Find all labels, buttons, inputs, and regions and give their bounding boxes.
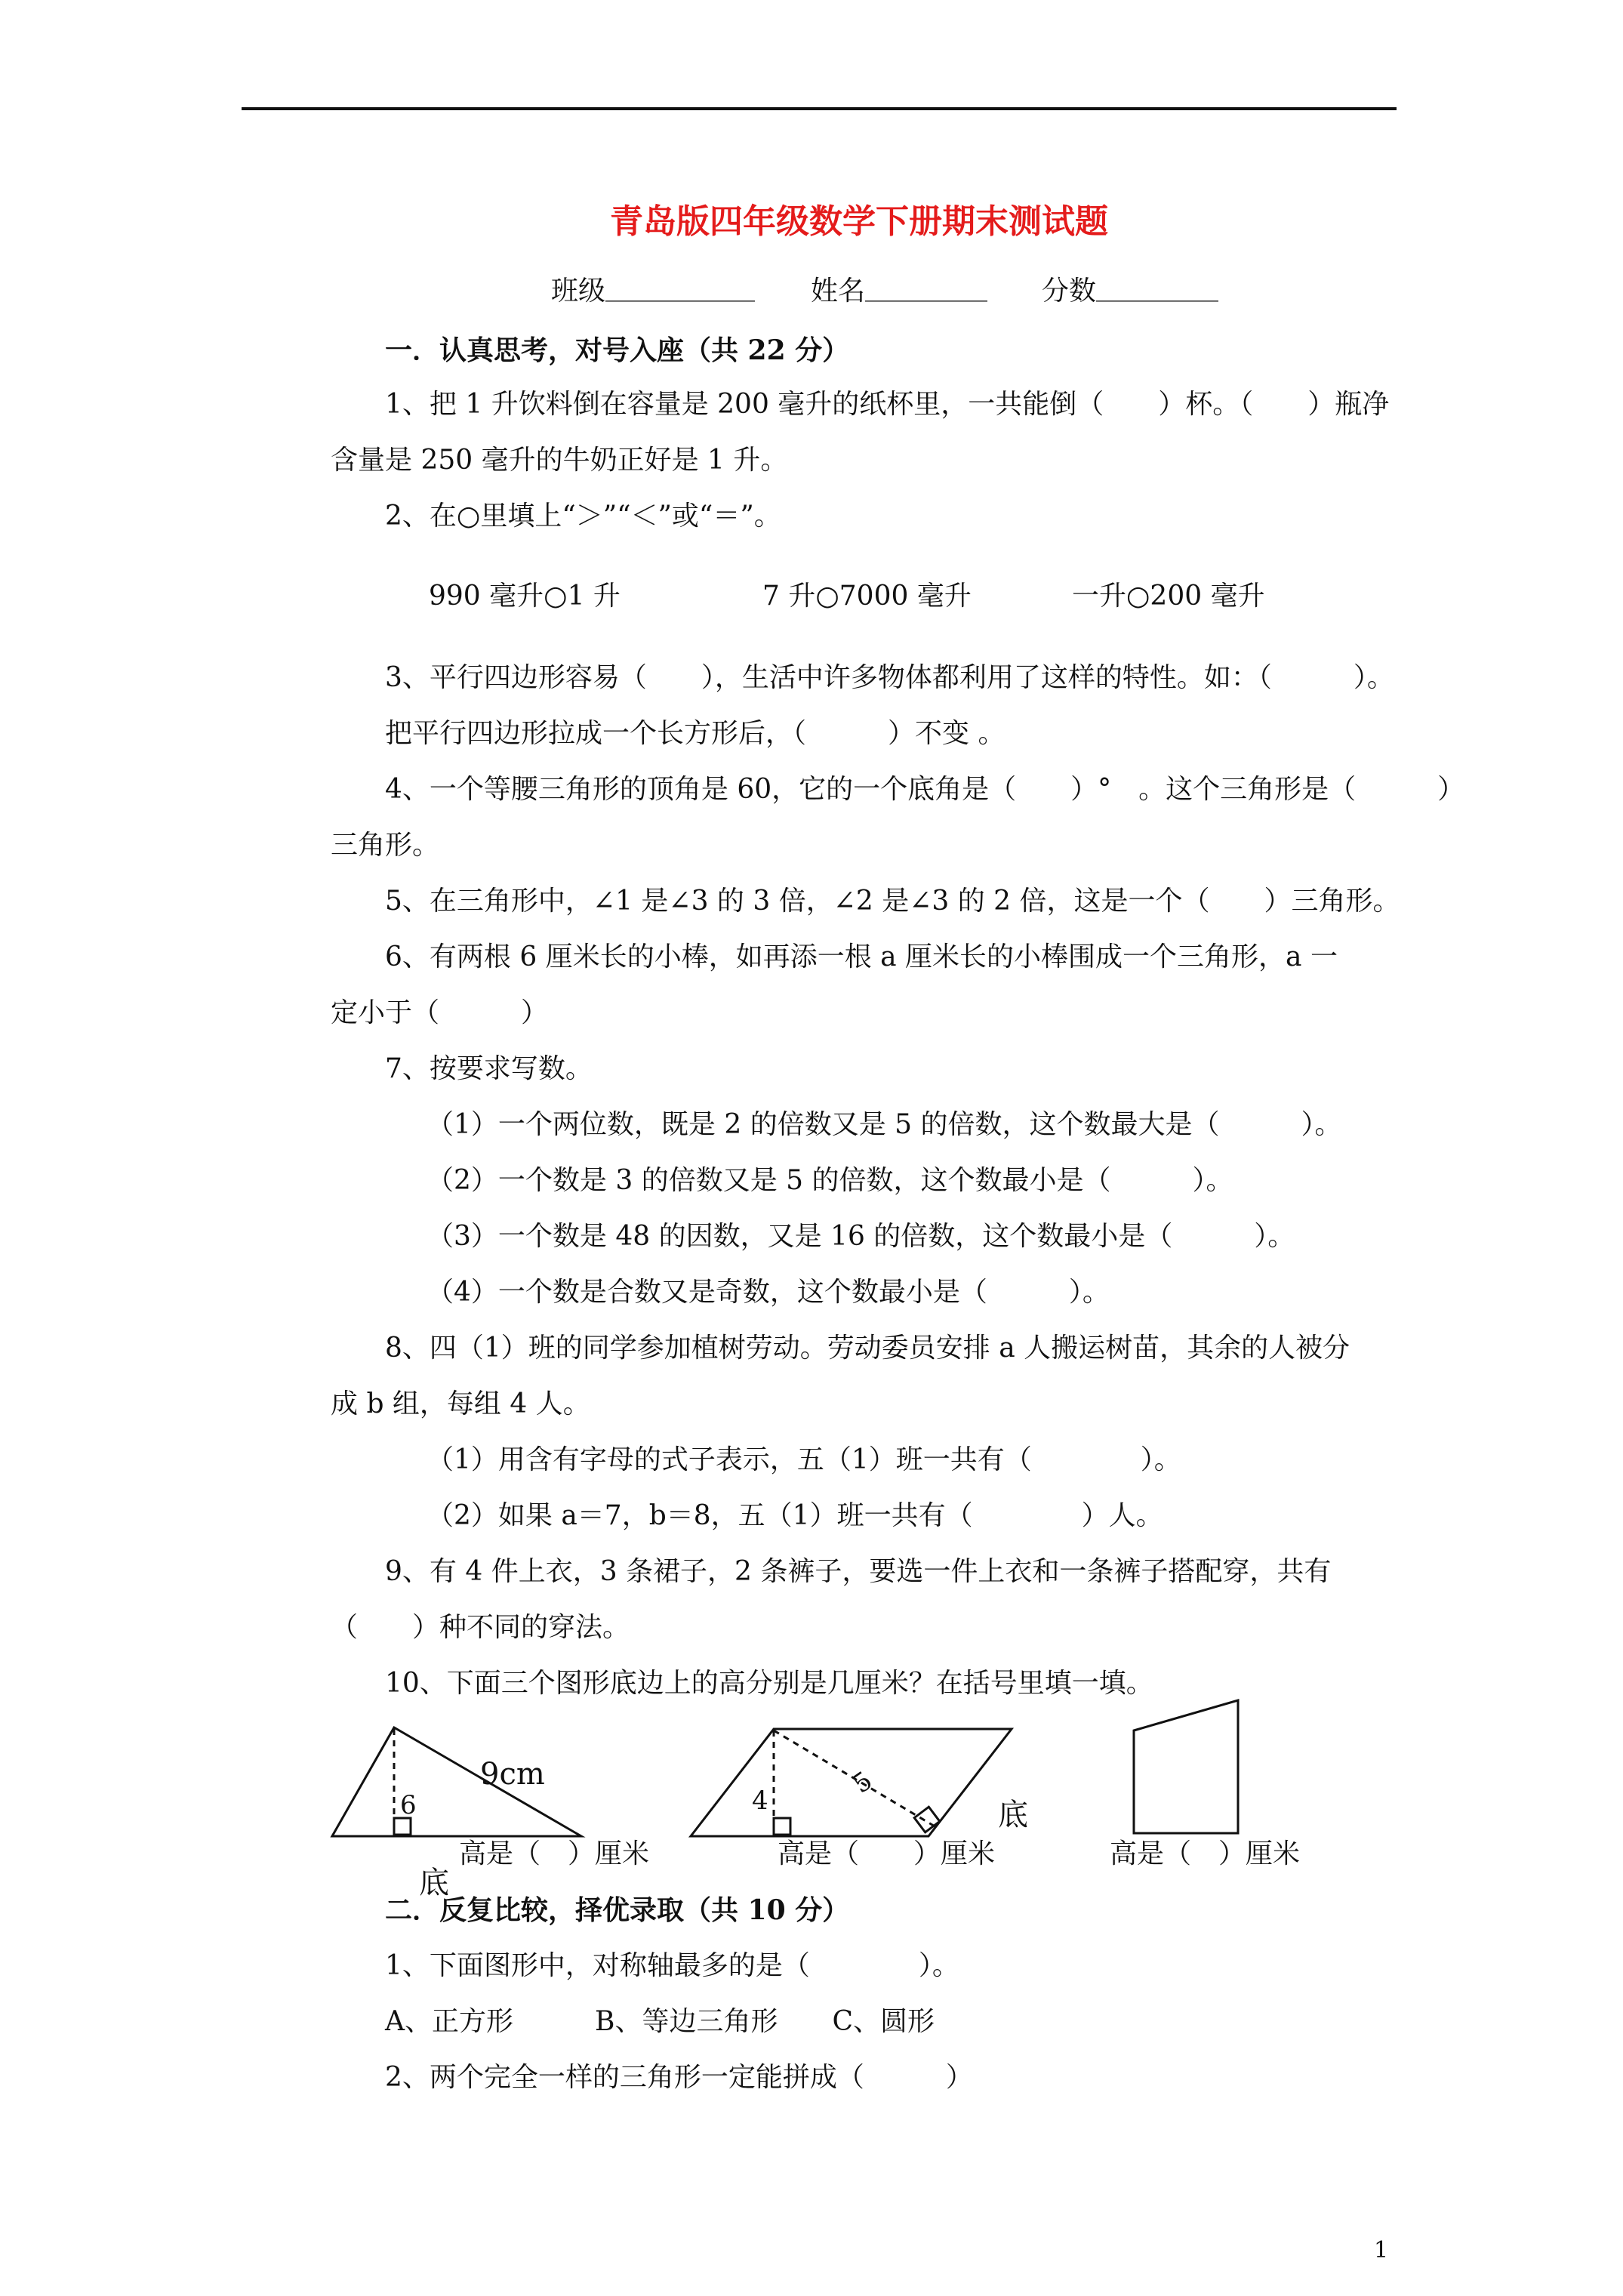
question-2: 2、在○里填上“＞”“＜”或“＝”。	[385, 501, 781, 532]
question-7-part-3: （3）一个数是 48 的因数，又是 16 的倍数，这个数最小是（ ）。	[427, 1221, 1295, 1252]
section-2-question-1-options: A、正方形 B、等边三角形 C、圆形	[385, 2006, 935, 2037]
page-title: 青岛版四年级数学下册期末测试题	[610, 202, 1108, 241]
question-10: 10、下面三个图形底边上的高分别是几厘米？在括号里填一填。	[385, 1668, 1153, 1699]
question-2-item-b: 7 升○7000 毫升	[762, 581, 972, 612]
question-4-line-1: 4、一个等腰三角形的顶角是 60，它的一个底角是（ ）° 。这个三角形是（ ）	[385, 774, 1465, 805]
question-2-item-a: 990 毫升○1 升	[429, 581, 621, 612]
figure-trapezoid-shape	[1134, 1700, 1238, 1833]
question-7: 7、按要求写数。	[385, 1053, 593, 1084]
class-label: 班级	[551, 276, 606, 307]
section-1-heading: 一．认真思考，对号入座（共 22 分）	[385, 334, 850, 366]
section-2-question-1: 1、下面图形中，对称轴最多的是（ ）。	[385, 1950, 959, 1981]
figure-2-slant-number: 5	[847, 1765, 879, 1800]
figure-2-caption: 高是（ ）厘米	[778, 1838, 996, 1869]
question-8-line-2: 成 b 组，每组 4 人。	[331, 1388, 590, 1419]
question-7-part-4: （4）一个数是合数又是奇数，这个数最小是（ ）。	[427, 1277, 1110, 1308]
section-2-heading: 二．反复比较，择优录取（共 10 分）	[385, 1894, 850, 1926]
page-number: 1	[1374, 2237, 1389, 2264]
question-6-line-1: 6、有两根 6 厘米长的小棒，如再添一根 a 厘米长的小棒围成一个三角形，a 一	[385, 942, 1338, 972]
figure-parallelogram-shape	[691, 1729, 1012, 1836]
question-7-part-2: （2）一个数是 3 的倍数又是 5 的倍数，这个数最小是（ ）。	[427, 1165, 1233, 1196]
question-5: 5、在三角形中，∠1 是∠3 的 3 倍，∠2 是∠3 的 2 倍，这是一个（ ）三角形。	[385, 886, 1400, 917]
question-9-line-2: （ ）种不同的穿法。	[331, 1612, 630, 1643]
name-label: 姓名	[811, 276, 866, 307]
question-8-line-1: 8、四（1）班的同学参加植树劳动。劳动委员安排 a 人搬运树苗，其余的人被分	[385, 1333, 1350, 1364]
figure-1-height-number: 6	[400, 1790, 417, 1820]
score-label: 分数	[1042, 276, 1097, 307]
question-8-part-2: （2）如果 a＝7，b＝8，五（1）班一共有（ ）人。	[427, 1500, 1163, 1531]
class-blank: ___________	[605, 271, 755, 302]
figure-2-height-number: 4	[752, 1786, 768, 1816]
figure-1-base-label: 底	[419, 1866, 449, 1900]
question-6-line-2: 定小于（ ）	[331, 997, 549, 1028]
figure-2-base-label: 底	[998, 1798, 1028, 1832]
question-9-line-1: 9、有 4 件上衣，3 条裙子，2 条裤子，要选一件上衣和一条裤子搭配穿，共有	[385, 1556, 1332, 1587]
figure-3-caption: 高是（ ）厘米	[1110, 1838, 1301, 1869]
question-3-line-1: 3、平行四边形容易（ ），生活中许多物体都利用了这样的特性。如：（ ）。	[385, 662, 1394, 693]
section-2-question-2: 2、两个完全一样的三角形一定能拼成（ ）	[385, 2062, 973, 2093]
question-2-item-c: 一升○200 毫升	[1072, 581, 1265, 612]
score-blank: _________	[1096, 271, 1218, 302]
figure-1-side-label: 9cm	[480, 1757, 545, 1792]
figure-1-caption: 高是（ ）厘米	[459, 1838, 650, 1869]
question-8-part-1: （1）用含有字母的式子表示，五（1）班一共有（ ）。	[427, 1444, 1181, 1475]
question-3-line-2: 把平行四边形拉成一个长方形后，（ ）不变 。	[385, 718, 1006, 749]
name-blank: _________	[865, 271, 987, 302]
question-1-line-1: 1、把 1 升饮料倒在容量是 200 毫升的纸杯里，一共能倒（ ）杯。（ ）瓶净	[385, 389, 1390, 420]
question-4-line-2: 三角形。	[331, 830, 440, 861]
question-1-line-2: 含量是 250 毫升的牛奶正好是 1 升。	[331, 445, 788, 476]
question-7-part-1: （1）一个两位数，既是 2 的倍数又是 5 的倍数，这个数最大是（ ）。	[427, 1109, 1342, 1140]
